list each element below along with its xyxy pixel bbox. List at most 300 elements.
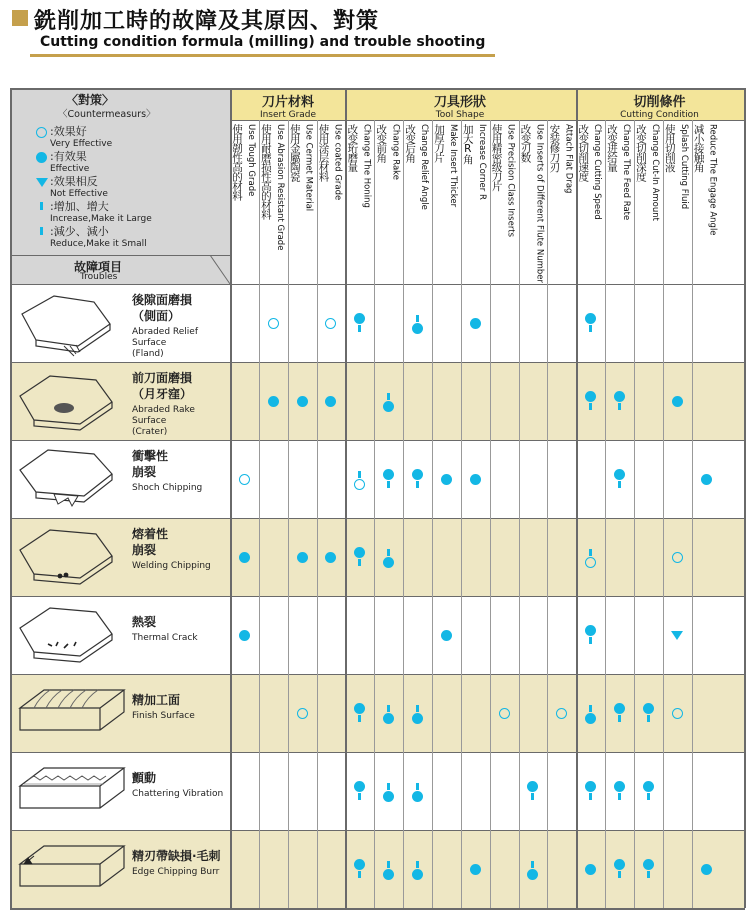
dot-icon	[643, 859, 654, 870]
legend-very-effective	[50, 126, 112, 150]
mark	[373, 366, 405, 436]
trouble-name-en: Chattering Vibration	[132, 789, 224, 799]
column-label-zh: 使用涂层材料	[317, 124, 330, 181]
column-label-zh: 使用切削液	[663, 124, 676, 172]
mark	[690, 834, 722, 904]
dot-icon	[412, 791, 423, 802]
column-divider	[259, 120, 260, 908]
mark	[575, 834, 607, 904]
column-label-en: Change Cutting Speed	[592, 124, 603, 220]
down-bar-icon	[355, 558, 365, 568]
up-bar-icon	[413, 859, 423, 869]
down-bar-icon	[614, 402, 624, 412]
down-bar-icon	[586, 636, 596, 646]
column-divider	[663, 120, 664, 908]
header-diagonal	[210, 255, 232, 285]
mark	[257, 288, 289, 358]
trouble-name-zh: 後隙面磨損	[132, 293, 193, 307]
insert-sketch-icon	[14, 596, 132, 674]
trouble-label	[132, 614, 198, 644]
column-label-zh: 安装修刀刃	[548, 124, 561, 172]
mark	[575, 366, 607, 436]
column-label-zh: 改变后角	[404, 124, 417, 162]
down-bar-icon	[614, 714, 624, 724]
legend-label-en: Effective	[50, 164, 90, 174]
down-bar-icon	[355, 714, 365, 724]
column-header	[692, 120, 721, 284]
insert-sketch-icon	[14, 674, 132, 752]
column-header	[547, 120, 576, 284]
trouble-name-zh: 前刀面磨損	[132, 371, 193, 385]
mark	[373, 834, 405, 904]
ring-icon	[297, 708, 308, 719]
dot-icon	[643, 781, 654, 792]
insert-sketch-icon	[14, 362, 132, 440]
dot-icon	[585, 864, 596, 875]
group-divider	[230, 120, 745, 121]
column-header	[403, 120, 432, 284]
dot-icon	[470, 474, 481, 485]
ring-icon	[585, 557, 596, 568]
trouble-label	[132, 848, 221, 878]
trouble-name-zh: 衝擊性	[132, 449, 169, 463]
group-boundary	[230, 88, 232, 908]
column-header	[374, 120, 403, 284]
dot-icon	[354, 313, 365, 324]
legend-label-en: Increase,Make it Large	[50, 214, 152, 224]
column-label-zh: 减小接触角	[692, 124, 705, 172]
dot-icon	[383, 713, 394, 724]
mark	[402, 834, 434, 904]
dot-icon	[672, 396, 683, 407]
trouble-name-en: (Fland)	[132, 349, 164, 359]
mark	[459, 288, 491, 358]
up-bar-icon	[528, 859, 538, 869]
mark	[661, 366, 693, 436]
mark	[661, 600, 693, 670]
mark	[315, 366, 347, 436]
mark	[632, 678, 664, 748]
mark	[546, 678, 578, 748]
troubles-label-zh: 故障項目	[74, 260, 123, 274]
frame-right	[744, 88, 746, 908]
legend-not-effective	[50, 176, 108, 200]
ring-icon	[239, 474, 250, 485]
group-boundary	[345, 88, 347, 908]
trouble-name-en: Abraded Rake	[132, 405, 195, 415]
mark	[373, 444, 405, 514]
column-label-zh: 改变切削速度	[577, 124, 590, 181]
legend-label-zh: :增加、增大	[50, 200, 109, 213]
dot-icon	[297, 396, 308, 407]
ring-icon	[672, 708, 683, 719]
trouble-label	[132, 370, 195, 438]
insert-sketch-icon	[14, 440, 132, 518]
legend-title-en: 〈Countermeasurs〉	[58, 109, 156, 120]
column-label-zh: 改变刃数	[519, 124, 532, 162]
dot-icon	[614, 469, 625, 480]
trouble-label	[132, 770, 223, 800]
mark	[690, 444, 722, 514]
dot-icon	[585, 781, 596, 792]
down-bar-icon	[586, 792, 596, 802]
mark	[459, 444, 491, 514]
mark	[661, 678, 693, 748]
trouble-name-en: Surface	[132, 416, 167, 426]
trouble-name-zh: （月牙窪）	[132, 387, 193, 401]
dot-icon	[585, 313, 596, 324]
dot-icon	[297, 552, 308, 563]
dot-icon	[239, 630, 250, 641]
legend-title-zh: 〈對策〉	[66, 93, 115, 107]
down-bar-icon	[614, 480, 624, 490]
dot-icon	[441, 474, 452, 485]
dot-icon	[614, 859, 625, 870]
dot-icon	[701, 474, 712, 485]
column-label-en: Change The Honing	[361, 124, 372, 208]
down-bar-icon	[355, 792, 365, 802]
trouble-name-en: Edge Chipping Burr	[132, 867, 220, 877]
down-bar-icon	[528, 792, 538, 802]
trouble-name-en: Thermal Crack	[132, 633, 198, 643]
column-label-en: Use coated Grade	[332, 124, 343, 201]
dot-icon	[701, 864, 712, 875]
column-label-en: Use Abrasion Resistant Grade	[274, 124, 285, 251]
mark	[402, 444, 434, 514]
trouble-name-zh: 熱裂	[132, 615, 157, 629]
mark	[575, 756, 607, 826]
dot-icon	[354, 703, 365, 714]
column-divider	[547, 120, 548, 908]
mark	[228, 522, 260, 592]
column-label-zh: 加大R角	[461, 124, 474, 164]
column-divider	[374, 120, 375, 908]
group-label-zh: 刀具形狀	[433, 95, 486, 110]
down-bar-icon	[614, 792, 624, 802]
group-tool-shape	[346, 88, 574, 120]
mark	[344, 678, 376, 748]
dot-icon	[412, 469, 423, 480]
mark	[603, 366, 635, 436]
up-bar-icon	[413, 781, 423, 791]
dot-icon	[354, 547, 365, 558]
column-label-en: Make Insert Thicker	[447, 124, 458, 208]
mark	[575, 522, 607, 592]
group-cutting-condition	[574, 88, 745, 120]
column-header	[345, 120, 374, 284]
dot-icon	[470, 864, 481, 875]
mark	[344, 522, 376, 592]
group-insert-grade	[230, 88, 346, 120]
trouble-name-en: (Crater)	[132, 427, 168, 437]
trouble-name-zh: （側面）	[132, 309, 181, 323]
trouble-label	[132, 692, 195, 722]
up-bar-icon	[355, 469, 365, 479]
column-label-en: Change Cut-In Amount	[649, 124, 660, 221]
column-label-zh: 改变切削深度	[634, 124, 647, 181]
mark	[257, 366, 289, 436]
page-subtitle: Cutting condition formula (milling) and trouble shooting	[40, 34, 486, 50]
dot-icon	[354, 859, 365, 870]
triangle-icon	[671, 631, 683, 640]
group-label-zh: 切削條件	[633, 95, 686, 110]
mark	[575, 600, 607, 670]
ring-icon	[672, 552, 683, 563]
column-header	[490, 120, 519, 284]
mark	[228, 600, 260, 670]
dot-icon	[585, 391, 596, 402]
column-label-zh: 改变前角	[375, 124, 388, 162]
mark	[286, 678, 318, 748]
group-label-en: Insert Grade	[259, 110, 317, 120]
mark	[344, 288, 376, 358]
mark	[603, 678, 635, 748]
trouble-name-zh: 顫動	[132, 771, 157, 785]
column-header	[461, 120, 490, 284]
dot-icon	[412, 323, 423, 334]
mark	[402, 756, 434, 826]
up-bar-icon	[413, 703, 423, 713]
insert-sketch-icon	[14, 518, 132, 596]
dot-icon	[383, 469, 394, 480]
dot-icon	[412, 713, 423, 724]
column-label-en: Reduce The Engage Angle	[707, 124, 718, 236]
ring-icon	[499, 708, 510, 719]
insert-sketch-icon	[14, 284, 132, 362]
legend-label-en: Not Effective	[50, 189, 108, 199]
trouble-label	[132, 448, 202, 494]
down-bar-icon	[586, 402, 596, 412]
mark	[517, 834, 549, 904]
troubles-label-en: Troubles	[80, 272, 118, 282]
dot-icon	[354, 781, 365, 792]
mark	[286, 522, 318, 592]
mark	[517, 756, 549, 826]
up-bar-icon	[384, 781, 394, 791]
column-label-en: Increase Corner R	[476, 124, 487, 200]
mark	[575, 288, 607, 358]
mark	[603, 444, 635, 514]
trouble-label	[132, 292, 198, 360]
mark	[373, 522, 405, 592]
mark	[430, 444, 462, 514]
legend-increase	[50, 201, 152, 225]
trouble-name-en: Shoch Chipping	[132, 483, 203, 493]
column-divider	[432, 120, 433, 908]
column-label-en: Use Inserts of Different Flute Number	[534, 124, 545, 283]
legend-label-en: Very Effective	[50, 139, 113, 149]
up-bar-icon	[586, 703, 596, 713]
trouble-name-en: Surface	[132, 338, 167, 348]
column-header	[230, 120, 259, 284]
ring-icon	[556, 708, 567, 719]
trouble-table	[10, 88, 745, 918]
up-bar-icon	[384, 391, 394, 401]
down-bar-icon	[413, 480, 423, 490]
title-marker	[12, 10, 28, 26]
trouble-name-zh: 精加工面	[132, 693, 181, 707]
column-label-zh: 加厚刀片	[432, 124, 445, 162]
mark	[344, 834, 376, 904]
dot-icon	[614, 703, 625, 714]
column-label-zh: 使用金屬陶瓷	[288, 124, 301, 181]
column-label-zh: 使用韌性高的材料	[231, 124, 243, 200]
up-bar-icon	[413, 313, 423, 323]
legend-effective	[50, 151, 89, 175]
dot-icon	[383, 791, 394, 802]
mark	[632, 756, 664, 826]
column-label-zh: 改变进给量	[606, 124, 619, 172]
dot-icon	[470, 318, 481, 329]
legend-label-zh: :效果相反	[50, 175, 98, 188]
mark	[402, 288, 434, 358]
column-label-zh: 使用耐磨损性高的材料	[259, 124, 272, 219]
dot-icon	[614, 391, 625, 402]
column-divider	[519, 120, 520, 908]
column-header	[663, 120, 692, 284]
up-bar-icon	[40, 202, 43, 210]
page-title: 銑削加工時的故障及其原因、對策	[34, 9, 380, 34]
up-bar-icon	[384, 703, 394, 713]
column-divider	[692, 120, 693, 908]
mark	[315, 522, 347, 592]
column-label-en: Change Rake	[390, 124, 401, 181]
mark	[459, 834, 491, 904]
legend-label-zh: :有效果	[50, 150, 87, 163]
triangle-icon	[36, 178, 48, 187]
dot-icon	[527, 869, 538, 880]
mark	[402, 678, 434, 748]
dot-icon	[325, 552, 336, 563]
dot-icon	[36, 152, 47, 163]
group-label-zh: 刀片材料	[261, 95, 314, 110]
column-label-en: Attach Flat Drag	[563, 124, 574, 194]
mark	[315, 288, 347, 358]
dot-icon	[383, 557, 394, 568]
trouble-name-zh: 崩裂	[132, 543, 157, 557]
ring-icon	[268, 318, 279, 329]
column-divider	[403, 120, 404, 908]
trouble-label	[132, 526, 211, 572]
legend-label-zh: :效果好	[50, 125, 87, 138]
frame-left	[10, 88, 12, 908]
column-divider	[490, 120, 491, 908]
trouble-name-zh: 熔着性	[132, 527, 169, 541]
dot-icon	[585, 625, 596, 636]
trouble-name-zh: 精刃帶缺損·毛刺	[132, 849, 221, 863]
column-header	[288, 120, 317, 284]
frame-top	[10, 88, 745, 90]
group-boundary	[576, 88, 578, 908]
dot-icon	[643, 703, 654, 714]
mark	[603, 834, 635, 904]
column-header	[317, 120, 346, 284]
dot-icon	[325, 396, 336, 407]
mark	[632, 834, 664, 904]
column-label-en: Use Tough Grade	[246, 124, 256, 197]
ring-icon	[36, 127, 47, 138]
down-bar-icon	[643, 870, 653, 880]
mark	[344, 444, 376, 514]
dot-icon	[441, 630, 452, 641]
mark	[488, 678, 520, 748]
down-bar-icon	[643, 714, 653, 724]
trouble-name-en: Finish Surface	[132, 711, 195, 721]
dot-icon	[614, 781, 625, 792]
column-divider	[461, 120, 462, 908]
column-label-en: Use Precision Class Inserts	[505, 124, 516, 238]
column-divider	[634, 120, 635, 908]
mark	[373, 678, 405, 748]
dot-icon	[412, 869, 423, 880]
mark	[286, 366, 318, 436]
column-label-en: Splash Cutting Fluid	[678, 124, 689, 210]
down-bar-icon	[355, 324, 365, 334]
mark	[661, 522, 693, 592]
column-label-en: Change The Feed Rate	[621, 124, 632, 221]
column-header	[634, 120, 663, 284]
frame-bottom	[10, 908, 745, 910]
up-bar-icon	[384, 547, 394, 557]
down-bar-icon	[643, 792, 653, 802]
down-bar-icon	[586, 324, 596, 334]
up-bar-icon	[384, 859, 394, 869]
down-bar-icon	[355, 870, 365, 880]
mark	[430, 600, 462, 670]
column-header	[605, 120, 634, 284]
mark	[344, 756, 376, 826]
troubles-header	[10, 255, 230, 284]
insert-sketch-icon	[14, 830, 132, 908]
column-header	[519, 120, 548, 284]
column-header	[576, 120, 605, 284]
mark	[603, 756, 635, 826]
insert-sketch-icon	[14, 752, 132, 830]
column-divider	[317, 120, 318, 908]
up-bar-icon	[586, 547, 596, 557]
title-underline	[30, 54, 495, 57]
down-bar-icon	[614, 870, 624, 880]
ring-icon	[325, 318, 336, 329]
column-divider	[288, 120, 289, 908]
legend-label-zh: :減少、減小	[50, 225, 109, 238]
column-label-en: Use Cermet Material	[303, 124, 314, 212]
dot-icon	[383, 401, 394, 412]
dot-icon	[585, 713, 596, 724]
ring-icon	[354, 479, 365, 490]
down-bar-icon	[384, 480, 394, 490]
column-label-en: Change Relief Angle	[419, 124, 430, 210]
legend-reduce	[50, 226, 147, 250]
dot-icon	[239, 552, 250, 563]
dot-icon	[383, 869, 394, 880]
dot-icon	[527, 781, 538, 792]
group-label-en: Cutting Condition	[620, 110, 699, 120]
trouble-name-en: Abraded Relief	[132, 327, 199, 337]
trouble-name-zh: 崩裂	[132, 465, 157, 479]
group-label-en: Tool Shape	[435, 110, 485, 120]
legend-label-en: Reduce,Make it Small	[50, 239, 147, 249]
column-header	[432, 120, 461, 284]
mark	[575, 678, 607, 748]
down-bar-icon	[40, 227, 43, 235]
mark	[373, 756, 405, 826]
column-label-zh: 使用精密级刀片	[490, 124, 503, 191]
column-header	[259, 120, 288, 284]
column-label-zh: 改变珩磨量	[346, 124, 359, 172]
trouble-name-en: Welding Chipping	[132, 561, 211, 571]
column-divider	[605, 120, 606, 908]
